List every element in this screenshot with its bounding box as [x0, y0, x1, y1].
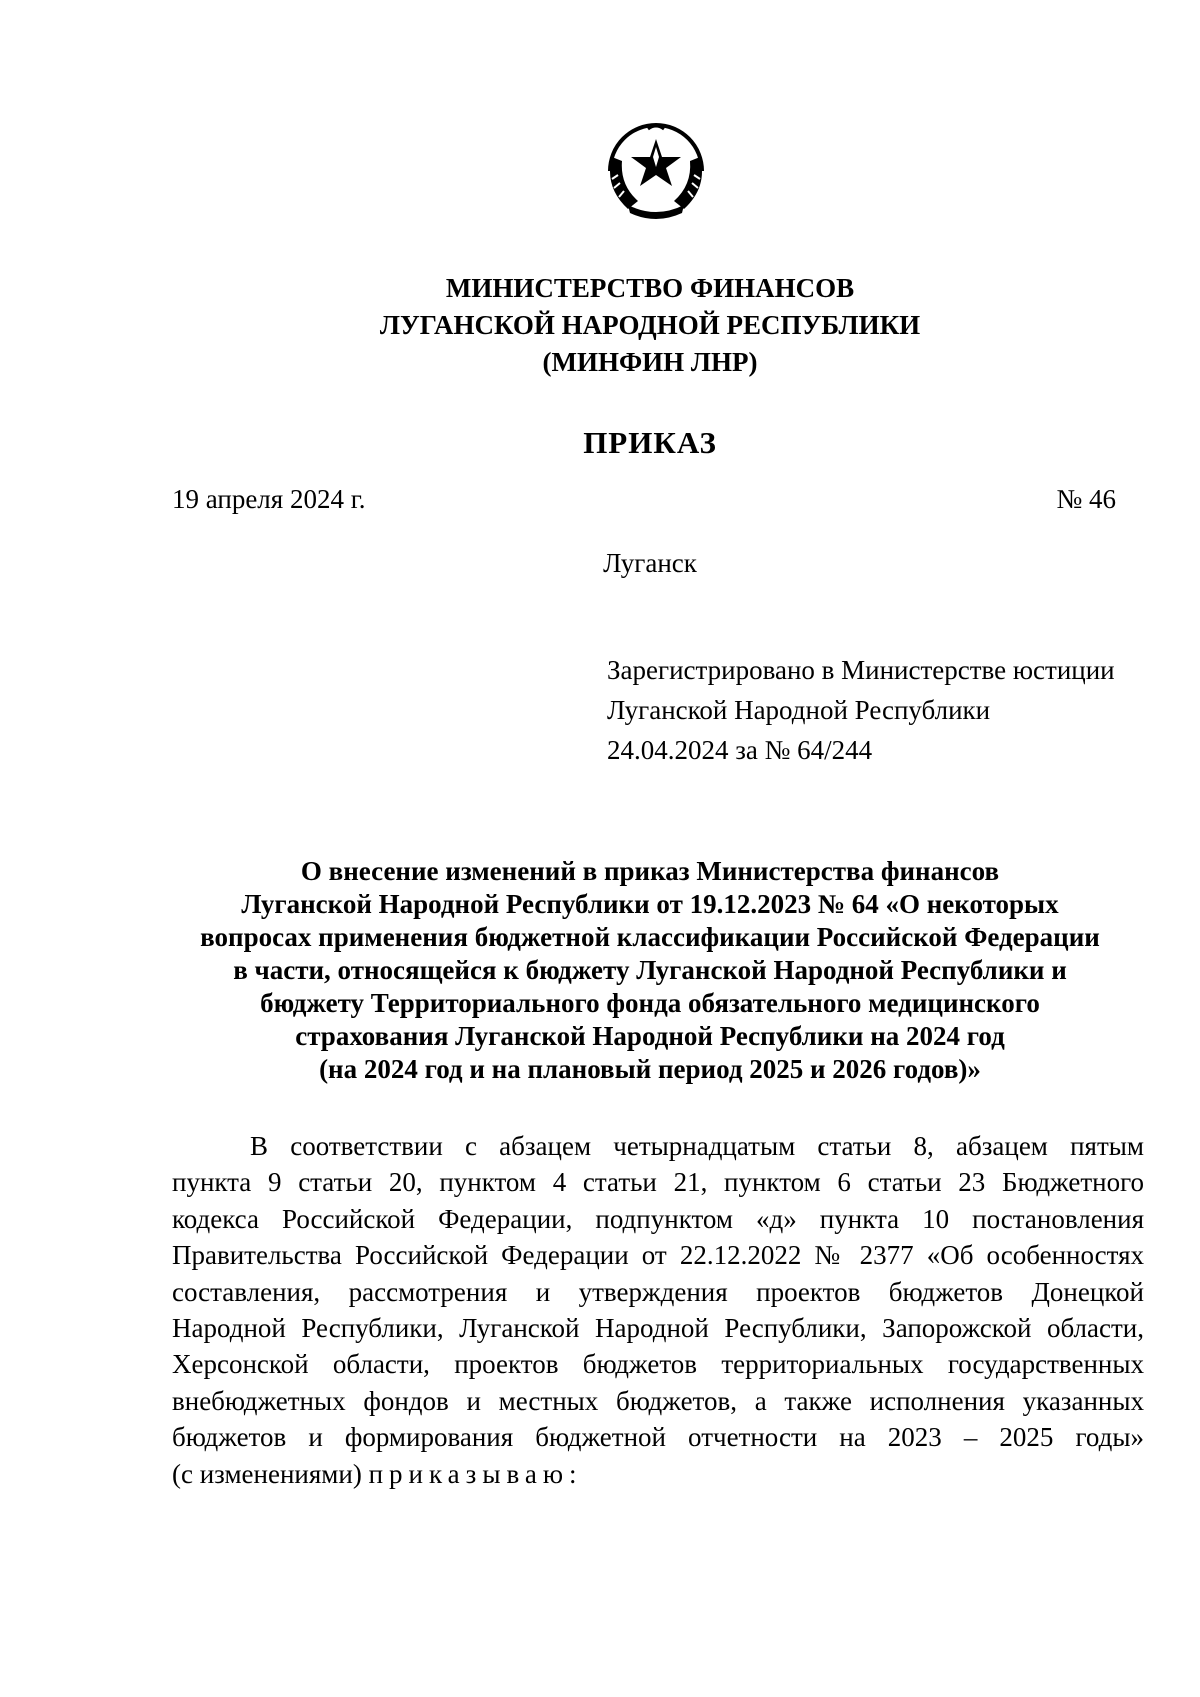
subject-line: Луганской Народной Республики от 19.12.2023 № 64 «О некоторых [241, 889, 1059, 919]
body-line: В соответствии с абзацем четырнадцатым статьи 8, абзацем пятым [250, 1131, 1144, 1161]
registration-line: Зарегистрировано в Министерстве юстиции [607, 655, 1115, 685]
body-line: составления, рассмотрения и утверждения проектов бюджетов Донецкой [172, 1276, 1144, 1307]
preamble-paragraph [172, 1128, 1144, 1492]
document-type: ПРИКАЗ [583, 425, 717, 460]
body-line: кодекса Российской Федерации, подпунктом «д» пункта 10 постановления [172, 1203, 1144, 1234]
ministry-line: МИНИСТЕРСТВО ФИНАНСОВ [445, 273, 855, 303]
order-date: 19 апреля 2024 г. [172, 484, 366, 514]
subject-line: вопросах применения бюджетной классификации Российской Федерации [200, 922, 1100, 952]
registration-line: 24.04.2024 за № 64/244 [607, 735, 873, 765]
body-line: бюджетов и формирования бюджетной отчетности на 2023 – 2025 годы» [172, 1422, 1144, 1453]
body-line: внебюджетных фондов и местных бюджетов, а также исполнения указанных [172, 1385, 1144, 1416]
order-verb: приказываю: [368, 1458, 583, 1489]
body-line-final [172, 1456, 1144, 1492]
body-line: Правительства Российской Федерации от 22.12.2022 № 2377 «Об особенностях [172, 1240, 1144, 1271]
order-number: № 46 [1056, 484, 1116, 514]
registration-stamp [607, 650, 1115, 770]
city: Луганск [603, 548, 697, 578]
ministry-line: ЛУГАНСКОЙ НАРОДНОЙ РЕСПУБЛИКИ [379, 310, 921, 340]
subject-line: (на 2024 год и на плановый период 2025 и 2026 годов)» [319, 1054, 981, 1084]
subject-line: в части, относящейся к бюджету Луганской Народной Республики и [233, 955, 1067, 985]
ministry-title [200, 270, 1100, 381]
body-line-prefix: (с изменениями) [172, 1458, 369, 1489]
ministry-line: (МИНФИН ЛНР) [542, 347, 758, 377]
body-line: Херсонской области, проектов бюджетов территориальных государственных [172, 1349, 1144, 1380]
registration-line: Луганской Народной Республики [607, 695, 991, 725]
lnr-coat-of-arms-icon [598, 117, 714, 227]
subject-line: страхования Луганской Народной Республики на 2024 год [295, 1021, 1005, 1051]
subject-line: О внесение изменений в приказ Министерства финансов [300, 856, 1000, 886]
body-line: Народной Республики, Луганской Народной Республики, Запорожской области, [172, 1313, 1144, 1344]
body-line: пункта 9 статьи 20, пунктом 4 статьи 21, пунктом 6 статьи 23 Бюджетного [172, 1167, 1144, 1198]
order-subject [160, 855, 1140, 1086]
subject-line: бюджету Территориального фонда обязательного медицинского [260, 988, 1040, 1018]
